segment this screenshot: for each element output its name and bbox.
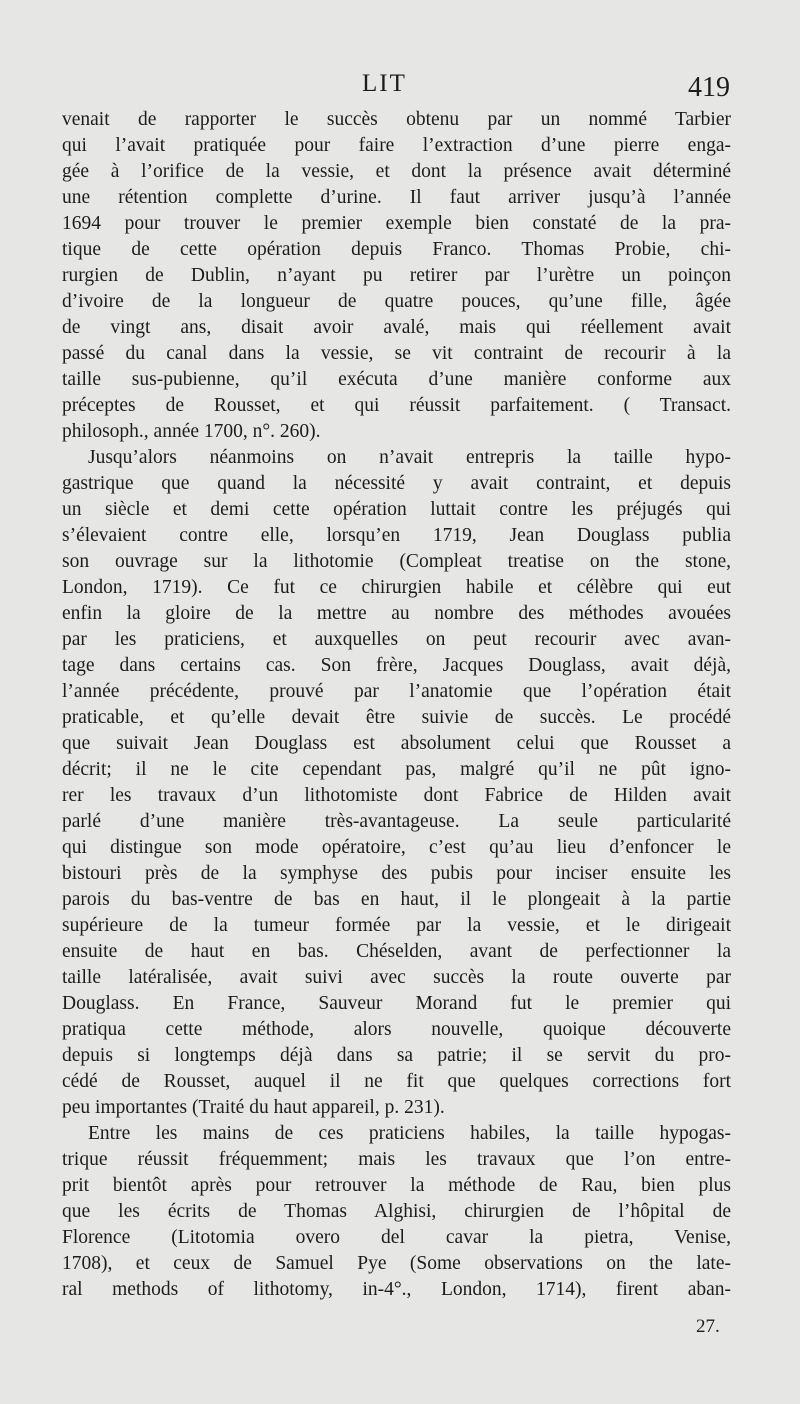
text-line: qui distingue son mode opératoire, c’est qu’au lieu d’enfoncer le <box>62 837 731 858</box>
text-line: supérieure de la tumeur formée par la vessie, et le dirigeait <box>62 915 731 936</box>
text-line: Jusqu’alors néanmoins on n’avait entrepris la taille hypo- <box>88 447 731 468</box>
text-line: 1694 pour trouver le premier exemple bien constaté de la pra- <box>62 213 731 234</box>
text-line: prit bientôt après pour retrouver la méthode de Rau, bien plus <box>62 1175 731 1196</box>
text-line: préceptes de Rousset, et qui réussit parfaitement. ( Transact. <box>62 395 731 416</box>
text-line: venait de rapporter le succès obtenu par un nommé Tarbier <box>62 109 731 130</box>
text-line: parois du bas-ventre de bas en haut, il le plongeait à la partie <box>62 889 731 910</box>
text-line: de vingt ans, disait avoir avalé, mais qui réellement avait <box>62 317 731 338</box>
text-line: London, 1719). Ce fut ce chirurgien habile et célèbre qui eut <box>62 577 731 598</box>
text-line: que les écrits de Thomas Alghisi, chirurgien de l’hôpital de <box>62 1201 731 1222</box>
text-line: décrit; il ne le cite cependant pas, malgré qu’il ne pût igno- <box>62 759 731 780</box>
text-line: d’ivoire de la longueur de quatre pouces, qu’une fille, âgée <box>62 291 731 312</box>
text-line: rurgien de Dublin, n’ayant pu retirer par l’urètre un poinçon <box>62 265 731 286</box>
text-line: bistouri près de la symphyse des pubis pour inciser ensuite les <box>62 863 731 884</box>
text-line: une rétention complette d’urine. Il faut arriver jusqu’à l’année <box>62 187 731 208</box>
text-line: pratiqua cette méthode, alors nouvelle, quoique découverte <box>62 1019 731 1040</box>
running-head <box>62 70 730 110</box>
text-line: Douglass. En France, Sauveur Morand fut le premier qui <box>62 993 731 1014</box>
text-line: passé du canal dans la vessie, se vit contraint de recourir à la <box>62 343 731 364</box>
text-line: enfin la gloire de la mettre au nombre des méthodes avouées <box>62 603 731 624</box>
page-number: 419 <box>688 72 730 103</box>
text-line: tage dans certains cas. Son frère, Jacques Douglass, avait déjà, <box>62 655 731 676</box>
text-line: gastrique que quand la nécessité y avait contraint, et depuis <box>62 473 731 494</box>
text-line: cédé de Rousset, auquel il ne fit que quelques corrections fort <box>62 1071 731 1092</box>
text-line: taille sus-pubienne, qu’il exécuta d’une manière conforme aux <box>62 369 731 390</box>
text-line: Entre les mains de ces praticiens habiles, la taille hypogas- <box>88 1123 731 1144</box>
signature-mark: 27. <box>696 1316 720 1337</box>
text-line: s’élevaient contre elle, lorsqu’en 1719, Jean Douglass publia <box>62 525 731 546</box>
text-line: ral methods of lithotomy, in-4°., London, 1714), firent aban- <box>62 1279 731 1300</box>
text-line: trique réussit fréquemment; mais les travaux que l’on entre- <box>62 1149 731 1170</box>
text-line: tique de cette opération depuis Franco. Thomas Probie, chi- <box>62 239 731 260</box>
body-text <box>62 107 731 1303</box>
text-line: qui l’avait pratiquée pour faire l’extraction d’une pierre enga- <box>62 135 731 156</box>
text-line: parlé d’une manière très-avantageuse. La seule particularité <box>62 811 731 832</box>
text-line: rer les travaux d’un lithotomiste dont Fabrice de Hilden avait <box>62 785 731 806</box>
text-line: son ouvrage sur la lithotomie (Compleat treatise on the stone, <box>62 551 731 572</box>
text-line: taille latéralisée, avait suivi avec succès la route ouverte par <box>62 967 731 988</box>
text-line: philosoph., année 1700, n°. 260). <box>62 421 321 442</box>
text-line: un siècle et demi cette opération luttait contre les préjugés qui <box>62 499 731 520</box>
text-line: gée à l’orifice de la vessie, et dont la présence avait déterminé <box>62 161 731 182</box>
text-line: peu importantes (Traité du haut appareil, p. 231). <box>62 1097 445 1118</box>
text-line: ensuite de haut en bas. Chéselden, avant de perfectionner la <box>62 941 731 962</box>
text-line: depuis si longtemps déjà dans sa patrie; il se servit du pro- <box>62 1045 731 1066</box>
text-line: que suivait Jean Douglass est absolument celui que Rousset a <box>62 733 731 754</box>
text-line: 1708), et ceux de Samuel Pye (Some observations on the late- <box>62 1253 731 1274</box>
text-line: par les praticiens, et auxquelles on peut recourir avec avan- <box>62 629 731 650</box>
text-line: l’année précédente, prouvé par l’anatomie que l’opération était <box>62 681 731 702</box>
text-line: Florence (Litotomia overo del cavar la pietra, Venise, <box>62 1227 731 1248</box>
text-line: praticable, et qu’elle devait être suivie de succès. Le procédé <box>62 707 731 728</box>
running-head-word: LIT <box>362 70 407 97</box>
